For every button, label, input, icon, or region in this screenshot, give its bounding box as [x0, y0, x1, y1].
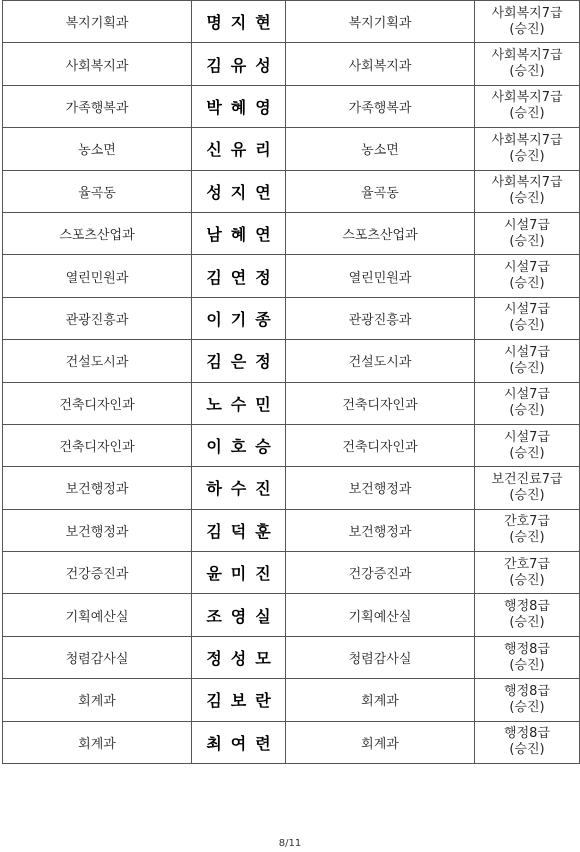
dept-from-cell: 보건행정과	[3, 467, 192, 509]
page-number: 8/11	[278, 838, 302, 849]
promotion-note: (승진)	[509, 360, 545, 376]
dept-to-cell: 관광진흥과	[286, 297, 475, 339]
table-row	[3, 382, 580, 424]
grade-text: 시설7급	[504, 344, 550, 360]
promotion-note: (승진)	[509, 64, 545, 80]
dept-to-cell: 건설도시과	[286, 340, 475, 382]
grade-text: 사회복지7급	[491, 5, 563, 21]
dept-to-cell: 농소면	[286, 128, 475, 170]
name-cell: 조영실	[192, 594, 286, 636]
promotion-note: (승진)	[509, 615, 545, 631]
grade-cell	[475, 128, 580, 170]
dept-to-cell: 보건행정과	[286, 509, 475, 551]
grade-text: 간호7급	[504, 514, 550, 530]
name-cell: 김보란	[192, 679, 286, 721]
dept-from-cell: 복지기획과	[3, 1, 192, 43]
dept-from-cell: 스포츠산업과	[3, 212, 192, 254]
dept-from-cell: 사회복지과	[3, 43, 192, 85]
dept-to-cell: 건축디자인과	[286, 424, 475, 466]
promotion-note: (승진)	[509, 699, 545, 715]
promotion-note: (승진)	[509, 657, 545, 673]
name-cell: 성지연	[192, 170, 286, 212]
dept-from-cell: 건설도시과	[3, 340, 192, 382]
dept-from-cell: 청렴감사실	[3, 636, 192, 678]
table-row	[3, 467, 580, 509]
table-row	[3, 85, 580, 127]
grade-text: 행정8급	[504, 683, 550, 699]
grade-cell	[475, 721, 580, 763]
name-cell: 최여련	[192, 721, 286, 763]
grade-cell	[475, 255, 580, 297]
grade-cell	[475, 382, 580, 424]
dept-from-cell: 건축디자인과	[3, 382, 192, 424]
dept-to-cell: 건강증진과	[286, 552, 475, 594]
name-cell: 이기종	[192, 297, 286, 339]
grade-text: 시설7급	[504, 217, 550, 233]
grade-text: 사회복지7급	[491, 48, 563, 64]
dept-to-cell: 열린민원과	[286, 255, 475, 297]
table-row	[3, 43, 580, 85]
name-cell: 김은정	[192, 340, 286, 382]
name-cell: 김유성	[192, 43, 286, 85]
name-cell: 하수진	[192, 467, 286, 509]
promotion-note: (승진)	[509, 445, 545, 461]
dept-to-cell: 사회복지과	[286, 43, 475, 85]
dept-from-cell: 관광진흥과	[3, 297, 192, 339]
grade-text: 행정8급	[504, 726, 550, 742]
dept-from-cell: 농소면	[3, 128, 192, 170]
name-cell: 신유리	[192, 128, 286, 170]
dept-to-cell: 건축디자인과	[286, 382, 475, 424]
grade-cell	[475, 552, 580, 594]
promotion-note: (승진)	[509, 106, 545, 122]
name-cell: 명지현	[192, 1, 286, 43]
grade-cell	[475, 43, 580, 85]
dept-to-cell: 스포츠산업과	[286, 212, 475, 254]
promotion-note: (승진)	[509, 191, 545, 207]
grade-text: 간호7급	[504, 556, 550, 572]
dept-to-cell: 청렴감사실	[286, 636, 475, 678]
grade-text: 행정8급	[504, 641, 550, 657]
promotion-note: (승진)	[509, 148, 545, 164]
grade-cell	[475, 467, 580, 509]
name-cell: 정성모	[192, 636, 286, 678]
table-row	[3, 340, 580, 382]
dept-from-cell: 보건행정과	[3, 509, 192, 551]
grade-cell	[475, 679, 580, 721]
dept-from-cell: 율곡동	[3, 170, 192, 212]
table-row	[3, 721, 580, 763]
grade-text: 사회복지7급	[491, 132, 563, 148]
dept-to-cell: 가족행복과	[286, 85, 475, 127]
grade-cell	[475, 509, 580, 551]
table-row	[3, 424, 580, 466]
table-row	[3, 212, 580, 254]
promotion-note: (승진)	[509, 318, 545, 334]
dept-from-cell: 열린민원과	[3, 255, 192, 297]
dept-from-cell: 건축디자인과	[3, 424, 192, 466]
dept-to-cell: 율곡동	[286, 170, 475, 212]
table-row	[3, 128, 580, 170]
dept-to-cell: 복지기획과	[286, 1, 475, 43]
grade-text: 사회복지7급	[491, 90, 563, 106]
personnel-table	[2, 0, 580, 764]
grade-text: 시설7급	[504, 429, 550, 445]
dept-from-cell: 기획예산실	[3, 594, 192, 636]
promotion-note: (승진)	[509, 276, 545, 292]
grade-cell	[475, 424, 580, 466]
grade-text: 사회복지7급	[491, 175, 563, 191]
grade-cell	[475, 212, 580, 254]
dept-from-cell: 가족행복과	[3, 85, 192, 127]
table-row	[3, 170, 580, 212]
name-cell: 이호승	[192, 424, 286, 466]
name-cell: 김덕훈	[192, 509, 286, 551]
table-row	[3, 594, 580, 636]
promotion-note: (승진)	[509, 403, 545, 419]
table-row	[3, 636, 580, 678]
name-cell: 남혜연	[192, 212, 286, 254]
grade-cell	[475, 1, 580, 43]
promotion-note: (승진)	[509, 530, 545, 546]
promotion-note: (승진)	[509, 233, 545, 249]
grade-cell	[475, 594, 580, 636]
grade-text: 시설7급	[504, 387, 550, 403]
name-cell: 김연정	[192, 255, 286, 297]
grade-text: 시설7급	[504, 302, 550, 318]
table-row	[3, 552, 580, 594]
dept-to-cell: 회계과	[286, 679, 475, 721]
table-row	[3, 297, 580, 339]
promotion-note: (승진)	[509, 572, 545, 588]
promotion-note: (승진)	[509, 487, 545, 503]
table-row	[3, 679, 580, 721]
name-cell: 박혜영	[192, 85, 286, 127]
promotion-note: (승진)	[509, 21, 545, 37]
table-row	[3, 255, 580, 297]
grade-text: 행정8급	[504, 599, 550, 615]
dept-to-cell: 회계과	[286, 721, 475, 763]
name-cell: 윤미진	[192, 552, 286, 594]
table-row	[3, 509, 580, 551]
grade-cell	[475, 85, 580, 127]
grade-cell	[475, 297, 580, 339]
dept-from-cell: 회계과	[3, 679, 192, 721]
grade-cell	[475, 170, 580, 212]
dept-from-cell: 회계과	[3, 721, 192, 763]
name-cell: 노수민	[192, 382, 286, 424]
promotion-note: (승진)	[509, 742, 545, 758]
grade-cell	[475, 636, 580, 678]
dept-to-cell: 보건행정과	[286, 467, 475, 509]
dept-from-cell: 건강증진과	[3, 552, 192, 594]
grade-text: 보건진료7급	[491, 471, 563, 487]
grade-cell	[475, 340, 580, 382]
table-row	[3, 1, 580, 43]
dept-to-cell: 기획예산실	[286, 594, 475, 636]
grade-text: 시설7급	[504, 260, 550, 276]
